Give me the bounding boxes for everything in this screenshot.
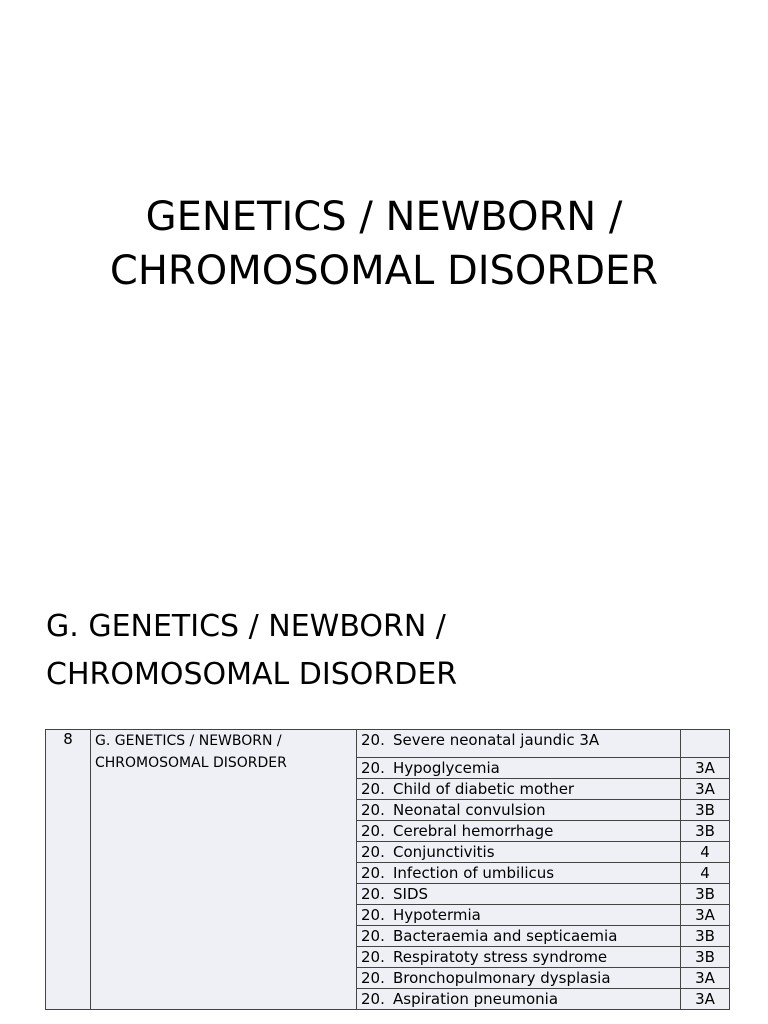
item-cell — [357, 758, 681, 779]
level-cell: 3B — [681, 800, 730, 821]
competency-table — [45, 729, 730, 1010]
item-number: 20. — [361, 759, 385, 777]
level-cell: 3A — [681, 779, 730, 800]
level-cell: 3B — [681, 926, 730, 947]
title-line-1: GENETICS / NEWBORN / — [145, 194, 623, 240]
item-number: 20. — [361, 948, 385, 966]
item-number: 20. — [361, 969, 385, 987]
item-label: Bacteraemia and septicaemia — [393, 927, 618, 945]
item-number: 20. — [361, 801, 385, 819]
item-label: Neonatal convulsion — [393, 801, 546, 819]
slide-content-heading — [46, 603, 457, 699]
item-cell — [357, 800, 681, 821]
level-cell: 3A — [681, 989, 730, 1010]
item-number: 20. — [361, 885, 385, 903]
item-label: Bronchopulmonary dysplasia — [393, 969, 611, 987]
row-number-cell: 8 — [46, 730, 91, 1010]
item-label: SIDS — [393, 885, 429, 903]
item-number: 20. — [361, 927, 385, 945]
level-cell: 3A — [681, 905, 730, 926]
item-cell — [357, 863, 681, 884]
item-cell — [357, 730, 681, 758]
item-number: 20. — [361, 731, 385, 749]
category-line-2: CHROMOSOMAL DISORDER — [95, 755, 287, 771]
item-label: Hypotermia — [393, 906, 481, 924]
item-label: Severe neonatal jaundic 3A — [393, 731, 600, 749]
item-cell — [357, 779, 681, 800]
level-cell: 4 — [681, 842, 730, 863]
item-label: Aspiration pneumonia — [393, 990, 559, 1008]
item-cell — [357, 926, 681, 947]
heading-line-2: CHROMOSOMAL DISORDER — [46, 657, 458, 692]
table-row — [46, 730, 730, 758]
item-cell — [357, 884, 681, 905]
level-cell — [681, 730, 730, 758]
item-label: Child of diabetic mother — [393, 780, 575, 798]
level-cell: 3A — [681, 758, 730, 779]
slide-title-heading — [0, 190, 768, 298]
item-label: Conjunctivitis — [393, 843, 495, 861]
item-cell — [357, 821, 681, 842]
slide-content — [0, 555, 768, 1024]
item-number: 20. — [361, 780, 385, 798]
item-number: 20. — [361, 990, 385, 1008]
item-label: Respiratoty stress syndrome — [393, 948, 608, 966]
item-label: Cerebral hemorrhage — [393, 822, 554, 840]
item-cell — [357, 989, 681, 1010]
item-label: Hypoglycemia — [393, 759, 500, 777]
item-cell — [357, 968, 681, 989]
item-cell — [357, 905, 681, 926]
item-number: 20. — [361, 864, 385, 882]
item-cell — [357, 947, 681, 968]
category-line-1: G. GENETICS / NEWBORN / — [95, 733, 282, 749]
level-cell: 3B — [681, 821, 730, 842]
item-label: Infection of umbilicus — [393, 864, 555, 882]
title-line-2: CHROMOSOMAL DISORDER — [109, 248, 659, 294]
item-number: 20. — [361, 822, 385, 840]
level-cell: 3B — [681, 947, 730, 968]
item-number: 20. — [361, 906, 385, 924]
level-cell: 4 — [681, 863, 730, 884]
item-cell — [357, 842, 681, 863]
level-cell: 3A — [681, 968, 730, 989]
category-cell — [91, 730, 357, 1010]
heading-line-1: G. GENETICS / NEWBORN / — [46, 609, 446, 644]
item-number: 20. — [361, 843, 385, 861]
level-cell: 3B — [681, 884, 730, 905]
